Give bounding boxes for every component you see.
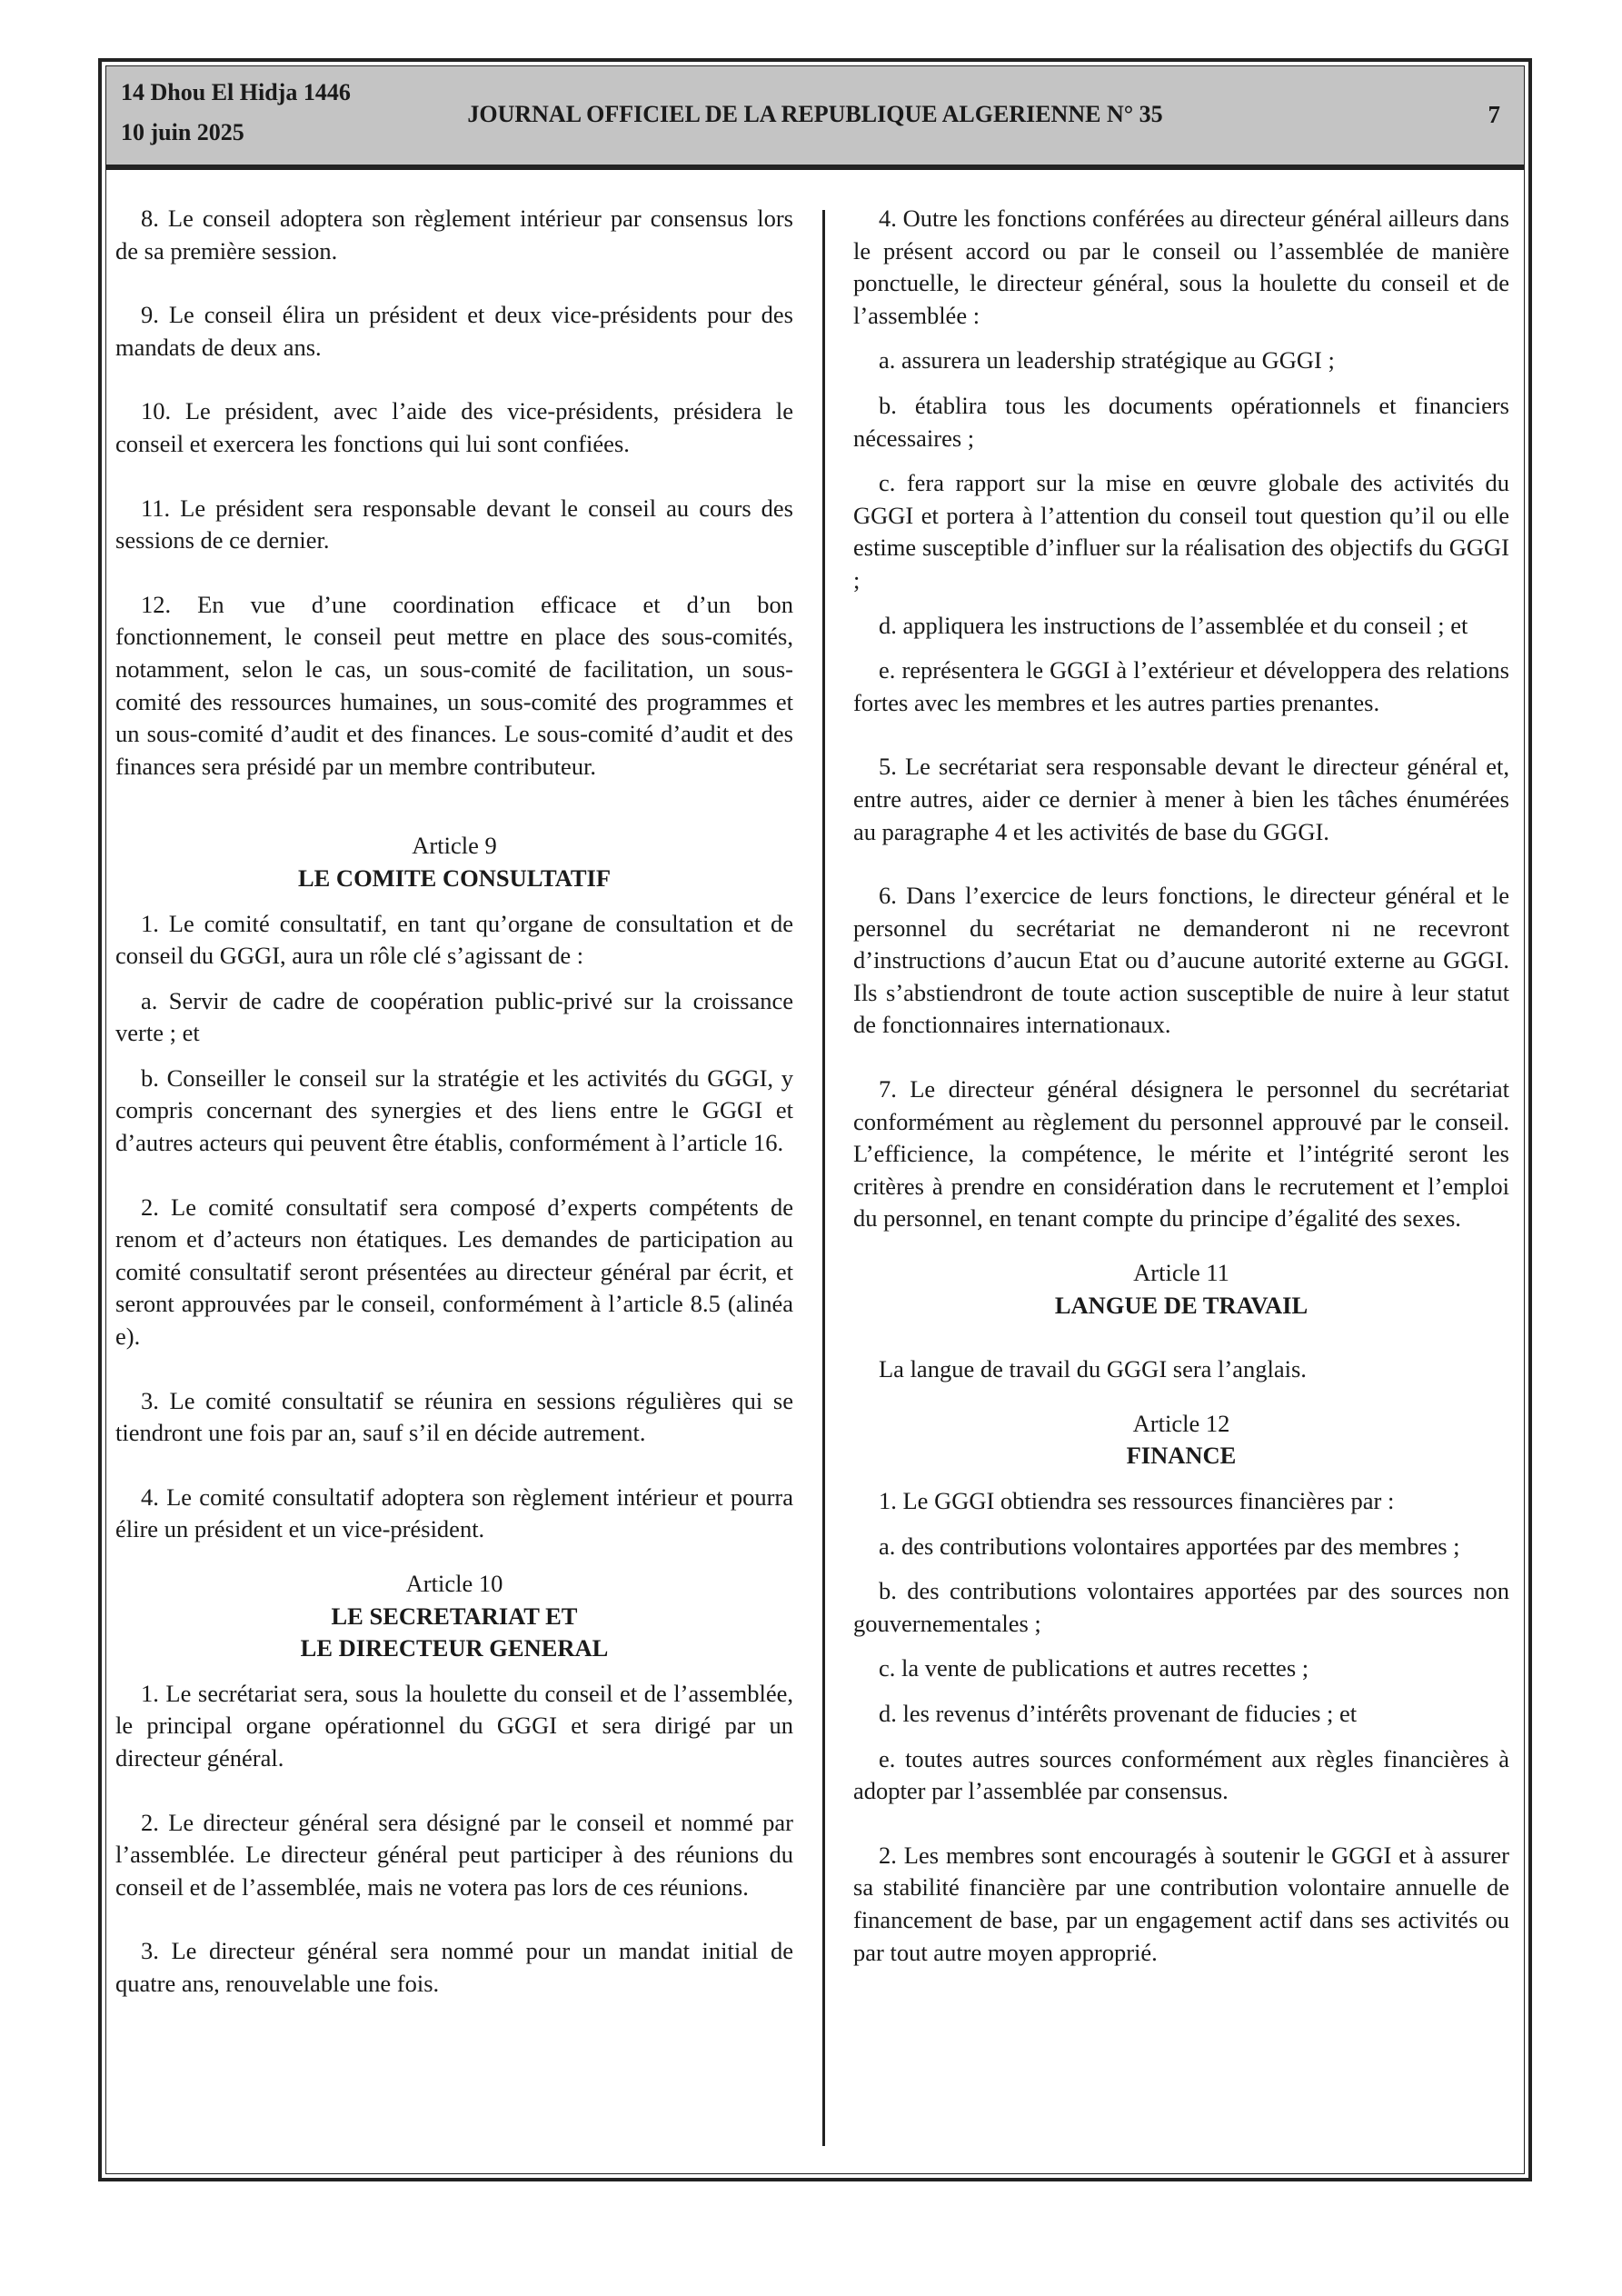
paragraph: e. toutes autres sources conformément aux règles financières à adopter par l’assemblée par consensus. xyxy=(853,1744,1509,1805)
paragraph: 6. Dans l’exercice de leurs fonctions, le directeur général et le personnel du secrétariat ne demanderont ni ne recevront d’instructions d’aucun Etat ou d’aucune autorité externe au GGGI. Ils s’abstiendront de toute action susceptible de nuire à leur statut de fonctionnaires internationaux. xyxy=(853,882,1509,1039)
paragraph: 2. Les membres sont encouragés à soutenir le GGGI et à assurer sa stabilité financière par une contribution volontaire annuelle de financement de base, par un engagement actif dans ses activités ou par tout autre moyen approprié. xyxy=(853,1841,1509,1966)
hijri-date: 14 Dhou El Hidja 1446 xyxy=(121,79,351,105)
right-column xyxy=(853,203,1509,1969)
paragraph: a. Servir de cadre de coopération public-privé sur la croissance verte ; et xyxy=(115,986,793,1047)
page-frame xyxy=(98,58,1532,2181)
paragraph: 4. Le comité consultatif adoptera son règlement intérieur et pourra élire un président et un vice-président. xyxy=(115,1482,793,1543)
left-column xyxy=(115,203,793,2001)
article-number: Article 9 xyxy=(412,832,497,860)
paragraph: c. fera rapport sur la mise en œuvre globale des activités du GGGI et portera à l’attention du conseil tout question qu’il ou elle estime susceptible d’influer sur la réalisation des objectifs du GGGI ; xyxy=(853,469,1509,594)
article-number: Article 11 xyxy=(1133,1259,1229,1287)
journal-title: JOURNAL OFFICIEL DE LA REPUBLIQUE ALGERIENNE N° 35 xyxy=(467,101,1163,127)
paragraph: 5. Le secrétariat sera responsable devant le directeur général et, entre autres, aider ce dernier à mener à bien les tâches énumérées au paragraphe 4 et les activités de base du GGGI. xyxy=(853,753,1509,845)
paragraph: e. représentera le GGGI à l’extérieur et développera des relations fortes avec les membres et les autres parties prenantes. xyxy=(853,656,1509,716)
article-number: Article 12 xyxy=(1132,1409,1230,1437)
article-title: LANGUE DE TRAVAIL xyxy=(1054,1291,1309,1319)
page-frame-inner xyxy=(105,65,1525,2174)
article-title: FINANCE xyxy=(1126,1442,1237,1470)
paragraph: 1. Le GGGI obtiendra ses ressources financières par : xyxy=(879,1487,1395,1514)
paragraph: 4. Outre les fonctions conférées au directeur général ailleurs dans le présent accord ou par le conseil ou l’assemblée de manière ponctuelle, le directeur général, sous la houlette du conseil et de l’assemblée : xyxy=(853,205,1509,329)
paragraph: d. les revenus d’intérêts provenant de fiducies ; et xyxy=(879,1699,1358,1727)
paragraph: c. la vente de publications et autres recettes ; xyxy=(879,1654,1309,1682)
paragraph: 3. Le directeur général sera nommé pour un mandat initial de quatre ans, renouvelable une fois. xyxy=(115,1937,793,1997)
paragraph: 9. Le conseil élira un président et deux vice-présidents pour des mandats de deux ans. xyxy=(115,301,793,361)
paragraph: 10. Le président, avec l’aide des vice-présidents, présidera le conseil et exercera les fonctions qui lui sont confiées. xyxy=(115,397,793,457)
paragraph: 8. Le conseil adoptera son règlement intérieur par consensus lors de sa première session. xyxy=(115,205,793,265)
paragraph: La langue de travail du GGGI sera l’anglais. xyxy=(879,1355,1307,1383)
article-title: LE SECRETARIAT ET xyxy=(331,1602,578,1630)
paragraph: b. établira tous les documents opérationnels et financiers nécessaires ; xyxy=(853,391,1509,452)
paragraph: 1. Le secrétariat sera, sous la houlette du conseil et de l’assemblée, le principal organe opérationnel du GGGI et sera dirigé par un directeur général. xyxy=(115,1679,793,1772)
paragraph: b. des contributions volontaires apportées par des sources non gouvernementales ; xyxy=(853,1577,1509,1637)
paragraph: 1. Le comité consultatif, en tant qu’organe de consultation et de conseil du GGGI, aura un rôle clé s’agissant de : xyxy=(115,909,793,970)
paragraph: 3. Le comité consultatif se réunira en sessions régulières qui se tiendront une fois par an, sauf s’il en décide autrement. xyxy=(115,1386,793,1447)
column-divider xyxy=(822,210,825,2146)
article-number: Article 10 xyxy=(405,1570,503,1597)
article-title: LE DIRECTEUR GENERAL xyxy=(300,1634,609,1662)
paragraph: 2. Le comité consultatif sera composé d’experts compétents de renom et d’acteurs non étatiques. Les demandes de participation au comité consultatif seront présentées au directeur général par écrit, et seront approuvées par le conseil, conformément à l’article 8.5 (alinéa e). xyxy=(115,1193,793,1351)
paragraph: d. appliquera les instructions de l’assemblée et du conseil ; et xyxy=(879,611,1468,639)
article-title: LE COMITE CONSULTATIF xyxy=(297,863,612,892)
paragraph: b. Conseiller le conseil sur la stratégie et les activités du GGGI, y compris concernant des synergies et des liens entre le GGGI et d’autres acteurs qui peuvent être établis, conformément à l’article 16. xyxy=(115,1063,793,1157)
paragraph: 12. En vue d’une coordination efficace et d’un bon fonctionnement, le conseil peut mettre en place des sous-comités, notamment, selon le cas, un sous-comité de facilitation, un sous-comité des ressources humaines, un sous-comité des programmes et un sous-comité d’audit et des finances. Le sous-comité d’audit et des finances sera présidé par un membre contributeur. xyxy=(115,590,793,780)
paragraph: a. des contributions volontaires apportées par des membres ; xyxy=(879,1532,1460,1560)
paragraph: a. assurera un leadership stratégique au GGGI ; xyxy=(879,346,1335,374)
journal-header xyxy=(106,66,1524,170)
page-number: 7 xyxy=(1488,101,1500,128)
paragraph: 11. Le président sera responsable devant le conseil au cours des sessions de ce dernier. xyxy=(115,494,793,554)
gregorian-date: 10 juin 2025 xyxy=(121,119,244,145)
paragraph: 2. Le directeur général sera désigné par le conseil et nommé par l’assemblée. Le directeur général peut participer à des réunions du conseil et de l’assemblée, mais ne votera pas lors de ces réunions. xyxy=(115,1808,793,1901)
paragraph: 7. Le directeur général désignera le personnel du secrétariat conformément au règlement du personnel approuvé par le conseil. L’efficience, la compétence, le mérite et l’intégrité seront les critères à prendre en considération dans le recrutement et l’emploi du personnel, en tenant compte du principe d’égalité des sexes. xyxy=(853,1075,1509,1233)
